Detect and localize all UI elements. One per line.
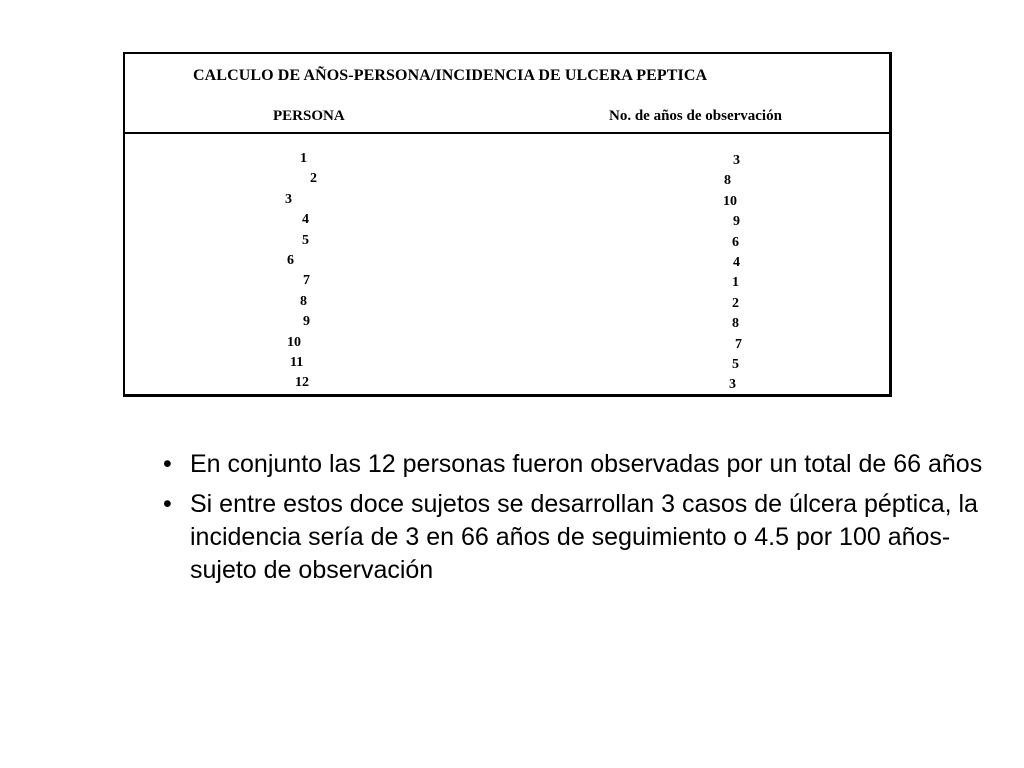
persona-cell: 12	[295, 375, 309, 391]
years-column-header: No. de años de observación	[609, 108, 782, 124]
persona-cell: 1	[300, 151, 307, 166]
years-cell: 9	[733, 214, 740, 230]
person-years-table	[123, 52, 892, 397]
table-title: CALCULO DE AÑOS-PERSONA/INCIDENCIA DE ULCERA PEPTICA	[193, 67, 708, 84]
bullet-text: En conjunto las 12 personas fueron observadas por un total de 66 años	[190, 450, 983, 478]
years-cell: 10	[723, 193, 737, 209]
years-cell: 5	[732, 357, 739, 372]
header-divider	[125, 132, 889, 134]
years-cell: 8	[724, 173, 731, 189]
persona-cell: 4	[302, 212, 309, 228]
years-cell: 2	[732, 295, 739, 311]
years-cell: 3	[729, 377, 736, 393]
bullet-item	[163, 448, 983, 481]
bullet-item	[163, 488, 983, 587]
persona-cell: 5	[302, 232, 309, 248]
persona-cell: 9	[303, 314, 310, 330]
years-cell: 7	[735, 336, 742, 352]
persona-cell: 7	[303, 273, 310, 289]
bullet-text: Si entre estos doce sujetos se desarrollan 3 casos de úlcera péptica, la incidencia sería de 3 en 66 años de seguimiento o 4.5 por 100 años-sujeto de observación	[190, 490, 978, 584]
persona-cell: 2	[310, 171, 317, 187]
bullet-dot-icon: •	[163, 450, 172, 478]
persona-cell: 3	[285, 191, 292, 207]
years-cell: 8	[732, 316, 739, 332]
persona-cell: 10	[287, 334, 301, 350]
years-cell: 3	[733, 153, 740, 168]
years-cell: 1	[732, 275, 739, 291]
persona-cell: 6	[287, 253, 294, 268]
bullet-dot-icon: •	[163, 490, 172, 518]
bullet-list	[163, 448, 983, 594]
years-cell: 4	[733, 255, 740, 270]
persona-cell: 8	[300, 293, 307, 309]
persona-column-header: PERSONA	[273, 108, 345, 124]
persona-cell: 11	[290, 355, 304, 370]
years-cell: 6	[732, 234, 739, 250]
